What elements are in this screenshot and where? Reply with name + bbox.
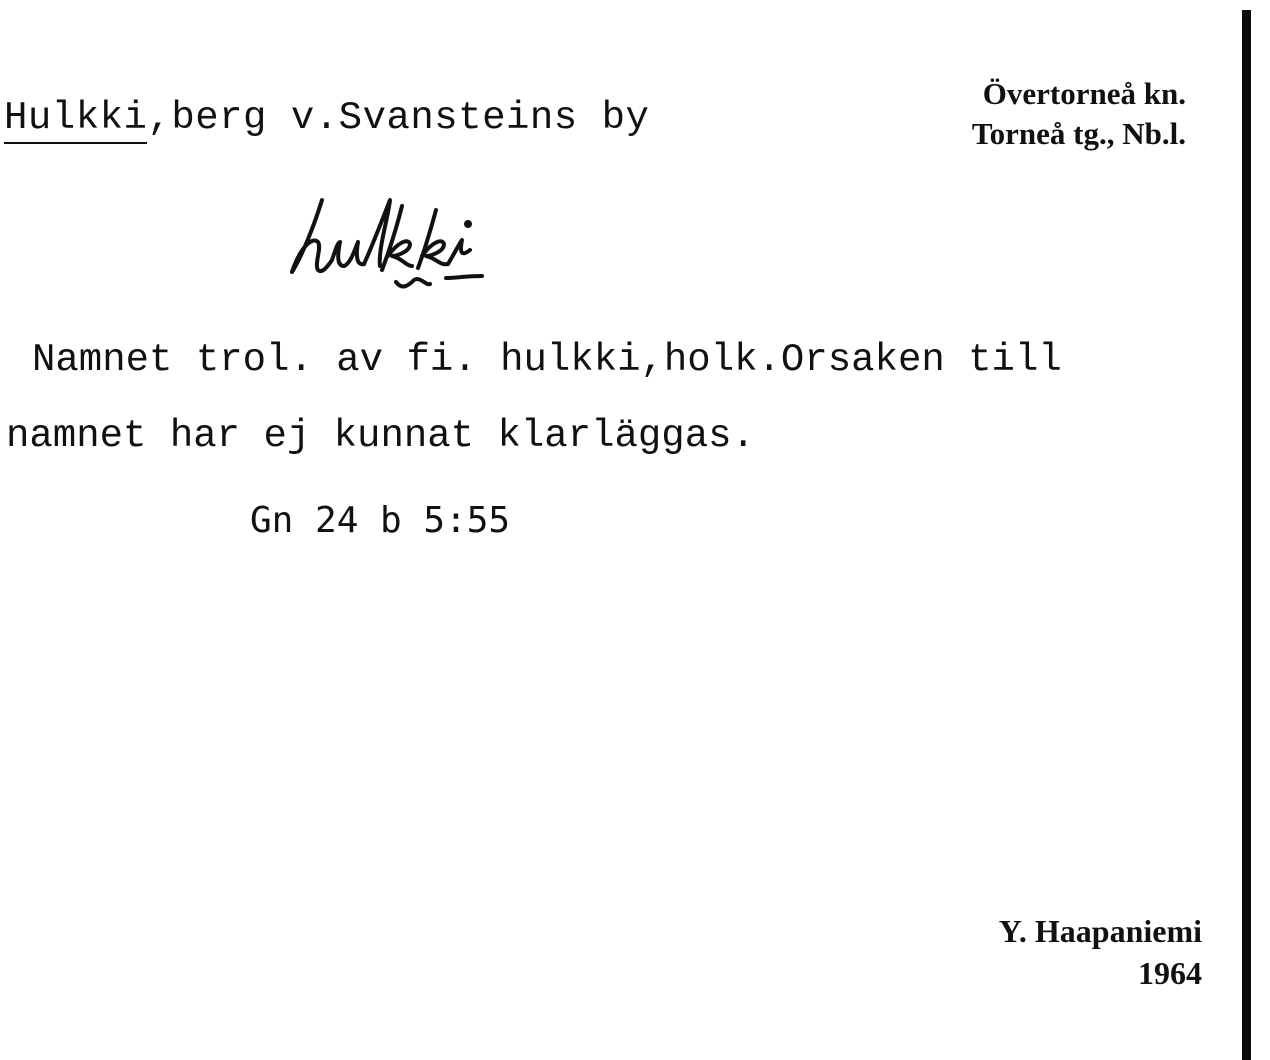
parish-line-2: Torneå tg., Nb.l. bbox=[971, 116, 1186, 151]
author-year: 1964 bbox=[1138, 955, 1202, 991]
card-edge-border bbox=[1242, 10, 1251, 1060]
headword: Hulkki bbox=[4, 96, 147, 144]
handwritten-pronunciation bbox=[278, 186, 578, 306]
card-body bbox=[6, 322, 1062, 474]
author-name: Y. Haapaniemi bbox=[998, 913, 1202, 949]
author-signature bbox=[999, 910, 1202, 994]
headword-description: ,berg v.Svansteins by bbox=[147, 96, 650, 140]
card-heading bbox=[4, 96, 649, 140]
parish-line-1: Övertorneå kn. bbox=[982, 76, 1186, 111]
archive-reference: Gn 24 b 5:55 bbox=[250, 500, 511, 541]
parish-info bbox=[972, 74, 1186, 154]
body-line-1: Namnet trol. av fi. hulkki,holk.Orsaken till bbox=[32, 338, 1062, 382]
body-line-2: namnet har ej kunnat klarläggas. bbox=[6, 414, 755, 458]
